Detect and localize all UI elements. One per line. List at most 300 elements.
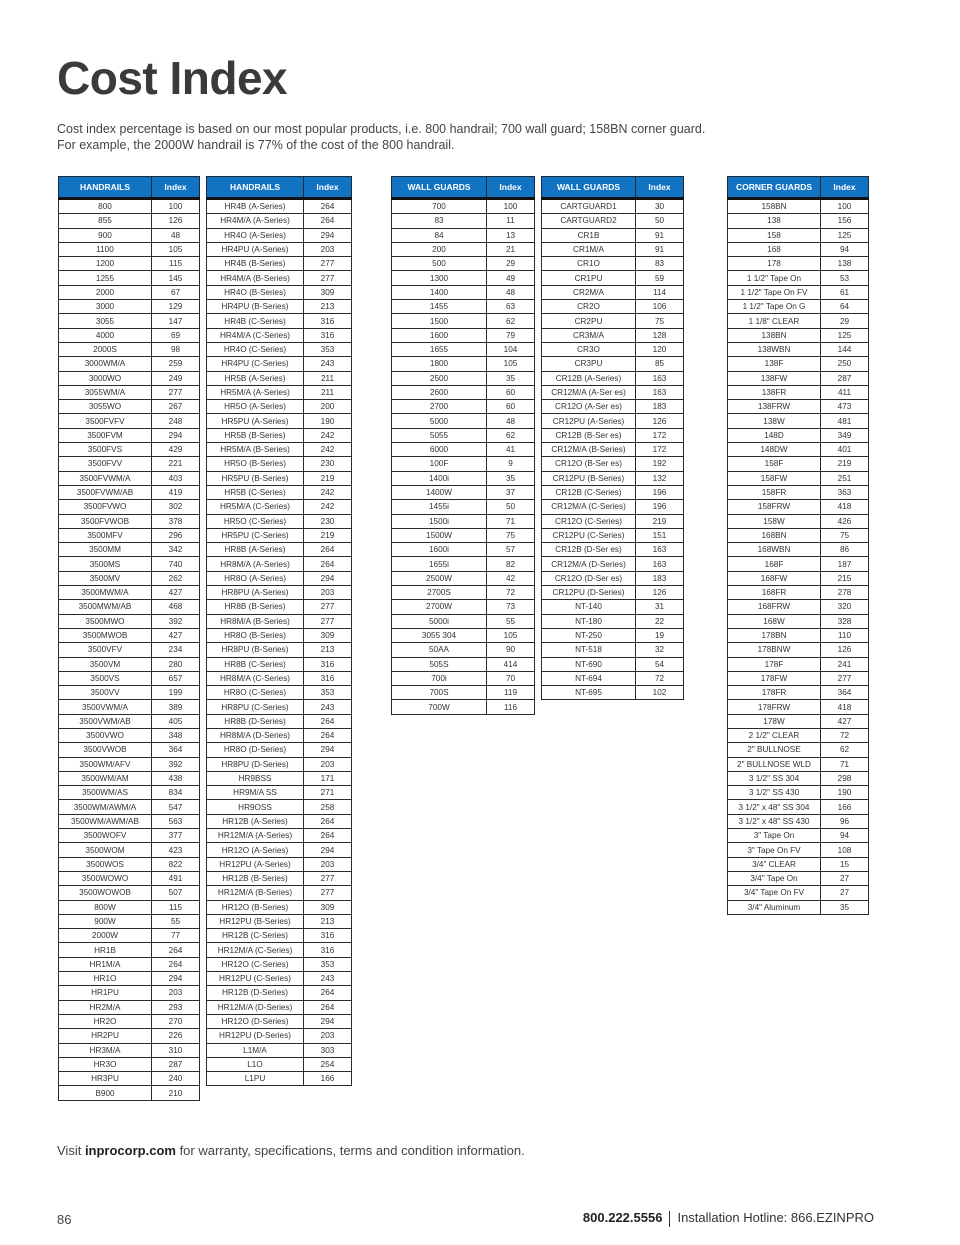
product-cell: HR5B (A-Series) <box>207 371 304 385</box>
table-row <box>392 600 535 614</box>
page-number: 86 <box>57 1212 72 1227</box>
index-cell: 163 <box>636 385 684 399</box>
product-cell: 138BN <box>728 328 821 342</box>
index-cell: 132 <box>636 471 684 485</box>
index-cell: 210 <box>152 1086 200 1100</box>
product-cell: 138 <box>728 214 821 228</box>
index-cell: 481 <box>821 414 869 428</box>
table-row <box>59 757 200 771</box>
column-header: Index <box>636 177 684 199</box>
table-row <box>728 528 869 542</box>
product-cell: 2" BULLNOSE WLD <box>728 757 821 771</box>
product-cell: HR5O (B-Series) <box>207 457 304 471</box>
index-cell: 108 <box>821 843 869 857</box>
product-cell: CARTGUARD1 <box>542 199 636 214</box>
index-cell: 242 <box>304 443 352 457</box>
product-cell: CR12O (C-Series) <box>542 514 636 528</box>
product-cell: HR4B (B-Series) <box>207 257 304 271</box>
product-cell: 1400 <box>392 285 487 299</box>
table-row <box>59 628 200 642</box>
index-cell: 60 <box>487 400 535 414</box>
index-cell: 249 <box>152 371 200 385</box>
index-cell: 213 <box>304 300 352 314</box>
table-row <box>207 686 352 700</box>
table-row <box>728 829 869 843</box>
table-row <box>207 457 352 471</box>
index-cell: 71 <box>487 514 535 528</box>
index-cell: 94 <box>821 242 869 256</box>
product-cell: 138FW <box>728 371 821 385</box>
table-row <box>207 500 352 514</box>
table-row <box>728 757 869 771</box>
table-row <box>392 314 535 328</box>
product-cell: CARTGUARD2 <box>542 214 636 228</box>
product-cell: 3/4" Tape On <box>728 871 821 885</box>
table-row <box>59 571 200 585</box>
index-cell: 230 <box>304 514 352 528</box>
table-row <box>59 843 200 857</box>
index-cell: 353 <box>304 342 352 356</box>
table-row <box>728 500 869 514</box>
index-cell: 126 <box>152 214 200 228</box>
product-cell: HR2PU <box>59 1029 152 1043</box>
index-cell: 199 <box>152 686 200 700</box>
product-cell: 700 <box>392 199 487 214</box>
index-cell: 72 <box>487 586 535 600</box>
table-row <box>207 1043 352 1057</box>
product-cell: HR5B (C-Series) <box>207 485 304 499</box>
product-cell: 3500WOM <box>59 843 152 857</box>
product-cell: 138F <box>728 357 821 371</box>
table-row <box>59 886 200 900</box>
table-row <box>392 457 535 471</box>
product-cell: 1400i <box>392 471 487 485</box>
index-cell: 230 <box>304 457 352 471</box>
table-row <box>392 471 535 485</box>
table-row <box>207 814 352 828</box>
table-row <box>207 342 352 356</box>
product-cell: 158FR <box>728 485 821 499</box>
table-row <box>542 242 684 256</box>
index-cell: 547 <box>152 800 200 814</box>
product-cell: 3500VS <box>59 671 152 685</box>
table-row <box>542 357 684 371</box>
index-cell: 171 <box>304 771 352 785</box>
index-cell: 29 <box>821 314 869 328</box>
table-row <box>542 371 684 385</box>
index-cell: 309 <box>304 900 352 914</box>
website-link[interactable]: inprocorp.com <box>84 1143 176 1158</box>
index-cell: 353 <box>304 686 352 700</box>
index-cell: 94 <box>821 829 869 843</box>
product-cell: 1200 <box>59 257 152 271</box>
table-row <box>59 914 200 928</box>
product-cell: 178FRW <box>728 700 821 714</box>
table-row <box>542 643 684 657</box>
index-cell: 316 <box>304 929 352 943</box>
table-row <box>392 571 535 585</box>
index-cell: 316 <box>304 943 352 957</box>
product-cell: 3/4" Tape On FV <box>728 886 821 900</box>
product-cell: HR4O (C-Series) <box>207 342 304 356</box>
table-row <box>59 1014 200 1028</box>
index-cell: 296 <box>152 528 200 542</box>
index-cell: 262 <box>152 571 200 585</box>
product-cell: CR2O <box>542 300 636 314</box>
index-cell: 834 <box>152 786 200 800</box>
table-row <box>392 657 535 671</box>
product-cell: 138W <box>728 414 821 428</box>
product-cell: HR12O (B-Series) <box>207 900 304 914</box>
table-row <box>207 657 352 671</box>
table-row <box>207 257 352 271</box>
table-row <box>542 428 684 442</box>
index-cell: 67 <box>152 285 200 299</box>
index-cell: 243 <box>304 357 352 371</box>
index-cell: 294 <box>304 228 352 242</box>
table-row <box>207 328 352 342</box>
index-cell: 69 <box>152 328 200 342</box>
index-cell: 156 <box>821 214 869 228</box>
table-row <box>728 485 869 499</box>
product-cell: HR12M/A (A-Series) <box>207 829 304 843</box>
installation-hotline: Installation Hotline: 866.EZINPRO <box>677 1210 874 1225</box>
product-cell: 3500FVWO <box>59 500 152 514</box>
product-cell: HR8B (D-Series) <box>207 714 304 728</box>
product-cell: 178F <box>728 657 821 671</box>
index-cell: 426 <box>821 514 869 528</box>
table-row <box>392 500 535 514</box>
product-cell: 1500W <box>392 528 487 542</box>
index-cell: 163 <box>636 543 684 557</box>
index-cell: 418 <box>821 700 869 714</box>
index-cell: 151 <box>636 528 684 542</box>
index-cell: 183 <box>636 571 684 585</box>
index-cell: 62 <box>487 314 535 328</box>
table-row <box>59 743 200 757</box>
index-cell: 35 <box>487 471 535 485</box>
table-row <box>542 457 684 471</box>
index-cell: 91 <box>636 242 684 256</box>
product-cell: 3/4" CLEAR <box>728 857 821 871</box>
product-cell: HR8O (B-Series) <box>207 628 304 642</box>
product-cell: HR8B (C-Series) <box>207 657 304 671</box>
index-cell: 364 <box>152 743 200 757</box>
table-row <box>59 643 200 657</box>
product-cell: NT-694 <box>542 671 636 685</box>
index-cell: 277 <box>304 614 352 628</box>
product-cell: 1255 <box>59 271 152 285</box>
table-row <box>728 728 869 742</box>
index-cell: 100 <box>152 199 200 214</box>
table-row <box>59 285 200 299</box>
table-row <box>728 843 869 857</box>
table-row <box>728 557 869 571</box>
product-cell: 168W <box>728 614 821 628</box>
product-cell: HR8PU (D-Series) <box>207 757 304 771</box>
index-cell: 48 <box>152 228 200 242</box>
index-cell: 55 <box>152 914 200 928</box>
corner-guards-table <box>727 176 869 915</box>
handrails-table-2 <box>206 176 352 1086</box>
index-cell: 271 <box>304 786 352 800</box>
table-row <box>728 257 869 271</box>
product-cell: HR12PU (A-Series) <box>207 857 304 871</box>
table-row <box>392 199 535 214</box>
product-cell: 158BN <box>728 199 821 214</box>
product-cell: HR8PU (C-Series) <box>207 700 304 714</box>
table-row <box>728 600 869 614</box>
table-row <box>207 614 352 628</box>
index-cell: 378 <box>152 514 200 528</box>
index-cell: 264 <box>304 728 352 742</box>
product-cell: HR12M/A (B-Series) <box>207 886 304 900</box>
index-cell: 403 <box>152 471 200 485</box>
table-row <box>542 500 684 514</box>
table-row <box>207 771 352 785</box>
product-cell: HR12PU (D-Series) <box>207 1029 304 1043</box>
product-cell: CR12PU (B-Series) <box>542 471 636 485</box>
index-cell: 50 <box>636 214 684 228</box>
table-row <box>728 871 869 885</box>
product-cell: 3 1/2" SS 430 <box>728 786 821 800</box>
table-row <box>392 414 535 428</box>
table-row <box>59 929 200 943</box>
index-cell: 82 <box>487 557 535 571</box>
table-row <box>728 514 869 528</box>
table-row <box>542 485 684 499</box>
table-row <box>207 485 352 499</box>
phone-number: 800.222.5556 <box>582 1210 663 1225</box>
product-cell: 3500MFV <box>59 528 152 542</box>
index-cell: 116 <box>487 700 535 714</box>
product-cell: 168F <box>728 557 821 571</box>
table-row <box>728 285 869 299</box>
index-cell: 242 <box>304 428 352 442</box>
index-cell: 348 <box>152 728 200 742</box>
table-row <box>59 986 200 1000</box>
index-cell: 11 <box>487 214 535 228</box>
index-cell: 53 <box>821 271 869 285</box>
index-cell: 294 <box>152 972 200 986</box>
wall-guards-table-1 <box>391 176 535 715</box>
index-cell: 423 <box>152 843 200 857</box>
table-row <box>728 686 869 700</box>
product-cell: HR12O (D-Series) <box>207 1014 304 1028</box>
table-row <box>207 1057 352 1071</box>
product-cell: HR12B (A-Series) <box>207 814 304 828</box>
product-cell: HR8O (D-Series) <box>207 743 304 757</box>
product-cell: 158F <box>728 457 821 471</box>
table-row <box>207 543 352 557</box>
product-cell: HR8O (A-Series) <box>207 571 304 585</box>
product-cell: 3500WM/AS <box>59 786 152 800</box>
table-row <box>542 342 684 356</box>
product-cell: 3500VFV <box>59 643 152 657</box>
product-cell: HR4O (A-Series) <box>207 228 304 242</box>
index-cell: 9 <box>487 457 535 471</box>
product-cell: HR9M/A SS <box>207 786 304 800</box>
table-row <box>59 771 200 785</box>
table-row <box>59 671 200 685</box>
product-cell: CR3M/A <box>542 328 636 342</box>
handrails-table-1 <box>58 176 200 1101</box>
product-cell: CR3PU <box>542 357 636 371</box>
index-cell: 243 <box>304 700 352 714</box>
table-row <box>392 285 535 299</box>
table-row <box>59 614 200 628</box>
product-cell: 3 1/2" x 48" SS 430 <box>728 814 821 828</box>
product-cell: 1500i <box>392 514 487 528</box>
table-row <box>59 242 200 256</box>
index-cell: 401 <box>821 443 869 457</box>
index-cell: 221 <box>152 457 200 471</box>
index-cell: 251 <box>821 471 869 485</box>
column-header: HANDRAILS <box>59 177 152 199</box>
product-cell: HR9OSS <box>207 800 304 814</box>
index-cell: 183 <box>636 400 684 414</box>
product-cell: HR4PU (A-Series) <box>207 242 304 256</box>
table-row <box>207 600 352 614</box>
product-cell: 3500VWM/A <box>59 700 152 714</box>
index-cell: 196 <box>636 500 684 514</box>
table-row <box>392 543 535 557</box>
table-row <box>207 357 352 371</box>
index-cell: 102 <box>636 686 684 700</box>
table-row <box>207 314 352 328</box>
product-cell: 168WBN <box>728 543 821 557</box>
index-cell: 211 <box>304 385 352 399</box>
table-row <box>542 686 684 700</box>
table-row <box>207 671 352 685</box>
table-row <box>207 900 352 914</box>
table-row <box>542 586 684 600</box>
index-cell: 264 <box>304 557 352 571</box>
table-row <box>59 1057 200 1071</box>
table-row <box>207 643 352 657</box>
product-cell: 178BNW <box>728 643 821 657</box>
table-row <box>392 242 535 256</box>
table-row <box>542 385 684 399</box>
product-cell: CR2M/A <box>542 285 636 299</box>
table-row <box>207 957 352 971</box>
index-cell: 240 <box>152 1072 200 1086</box>
table-row <box>59 943 200 957</box>
product-cell: 3500MWOB <box>59 628 152 642</box>
table-row <box>392 586 535 600</box>
product-cell: 1600i <box>392 543 487 557</box>
index-cell: 278 <box>821 586 869 600</box>
table-row <box>728 385 869 399</box>
product-cell: HR4PU (C-Series) <box>207 357 304 371</box>
table-row <box>59 600 200 614</box>
product-cell: 200 <box>392 242 487 256</box>
index-cell: 21 <box>487 242 535 256</box>
product-cell: 5000 <box>392 414 487 428</box>
product-cell: 1300 <box>392 271 487 285</box>
index-cell: 129 <box>152 300 200 314</box>
table-row <box>728 786 869 800</box>
table-row <box>59 357 200 371</box>
visit-suffix: for warranty, specifications, terms and condition information. <box>175 1143 525 1158</box>
table-row <box>207 228 352 242</box>
table-row <box>59 543 200 557</box>
product-cell: 1455i <box>392 500 487 514</box>
index-cell: 320 <box>821 600 869 614</box>
index-cell: 190 <box>304 414 352 428</box>
table-row <box>207 571 352 585</box>
product-cell: HR8B (B-Series) <box>207 600 304 614</box>
contact-block <box>583 1210 874 1227</box>
product-cell: 2500W <box>392 571 487 585</box>
index-cell: 438 <box>152 771 200 785</box>
product-cell: NT-518 <box>542 643 636 657</box>
table-row <box>392 257 535 271</box>
table-row <box>207 829 352 843</box>
table-row <box>59 714 200 728</box>
index-cell: 62 <box>487 428 535 442</box>
product-cell: HR9BSS <box>207 771 304 785</box>
index-cell: 213 <box>304 914 352 928</box>
index-cell: 63 <box>487 300 535 314</box>
product-cell: HR8B (A-Series) <box>207 543 304 557</box>
index-cell: 264 <box>304 199 352 214</box>
index-cell: 226 <box>152 1029 200 1043</box>
table-row <box>207 886 352 900</box>
page-title: Cost Index <box>57 52 288 104</box>
product-cell: 900 <box>59 228 152 242</box>
table-row <box>59 257 200 271</box>
index-cell: 13 <box>487 228 535 242</box>
product-cell: HR5M/A (B-Series) <box>207 443 304 457</box>
table-row <box>207 943 352 957</box>
index-cell: 29 <box>487 257 535 271</box>
index-cell: 392 <box>152 757 200 771</box>
index-cell: 242 <box>304 485 352 499</box>
product-cell: NT-690 <box>542 657 636 671</box>
index-cell: 42 <box>487 571 535 585</box>
table-row <box>392 342 535 356</box>
table-row <box>392 371 535 385</box>
table-row <box>392 400 535 414</box>
index-cell: 145 <box>152 271 200 285</box>
intro-line-1: Cost index percentage is based on our most popular products, i.e. 800 handrail; 700 wall guard; 158BN corner guard. <box>57 122 706 136</box>
table-row <box>542 628 684 642</box>
product-cell: HR2M/A <box>59 1000 152 1014</box>
index-cell: 349 <box>821 428 869 442</box>
product-cell: 3 1/2" SS 304 <box>728 771 821 785</box>
table-row <box>207 972 352 986</box>
table-row <box>59 786 200 800</box>
table-row <box>59 900 200 914</box>
index-cell: 115 <box>152 257 200 271</box>
index-cell: 203 <box>304 1029 352 1043</box>
table-row <box>207 714 352 728</box>
index-cell: 264 <box>152 943 200 957</box>
table-row <box>728 657 869 671</box>
product-cell: HR8M/A (A-Series) <box>207 557 304 571</box>
index-cell: 71 <box>821 757 869 771</box>
column-header: WALL GUARDS <box>392 177 487 199</box>
table-row <box>207 214 352 228</box>
index-cell: 70 <box>487 671 535 685</box>
index-cell: 491 <box>152 871 200 885</box>
product-cell: 138FRW <box>728 400 821 414</box>
index-cell: 414 <box>487 657 535 671</box>
table-row <box>59 857 200 871</box>
product-cell: HR12M/A (C-Series) <box>207 943 304 957</box>
index-cell: 303 <box>304 1043 352 1057</box>
